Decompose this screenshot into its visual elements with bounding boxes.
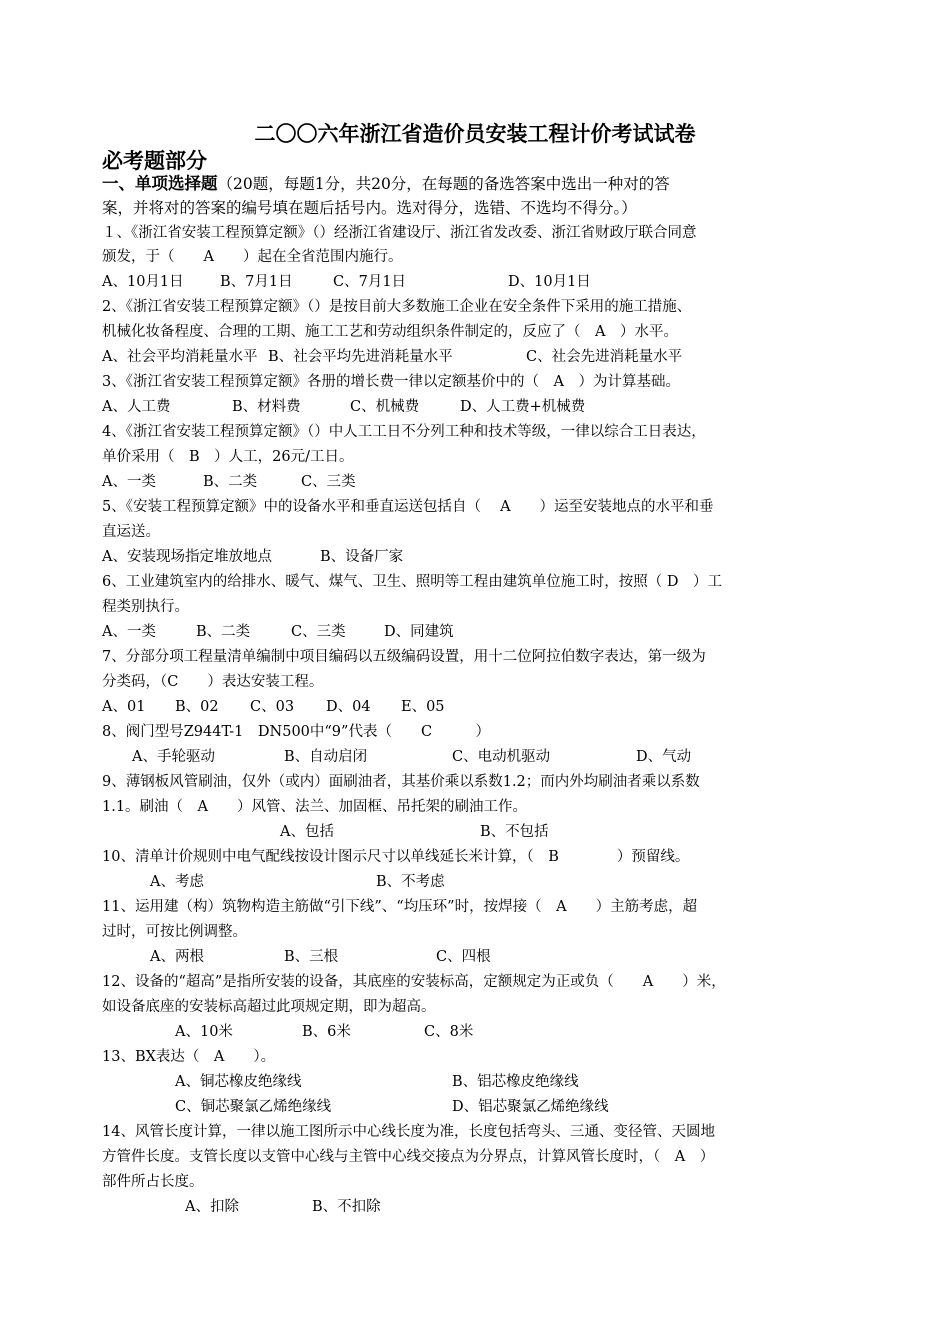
question-12-line-1: 12、设备的“超高”是指所安装的设备，其底座的安装标高，定额规定为正或负（ A ）米， [102, 974, 726, 990]
q10-option-b: B、不考虑 [376, 874, 445, 890]
question-14-line-1: 14、风管长度计算，一律以施工图所示中心线长度为准，长度包括弯头、三通、变径管、天圆地 [102, 1124, 715, 1140]
question-14-line-3: 部件所占长度。 [102, 1174, 204, 1190]
q2-option-a: A、社会平均消耗量水平 [102, 349, 258, 365]
q1-option-b: B、7月1日 [220, 274, 293, 290]
question-5-line-2: 直运送。 [102, 524, 160, 540]
part-instructions-1: （20题，每题1分，共20分，在每题的备选答案中选出一种对的答 [217, 175, 670, 193]
q14-option-b: B、不扣除 [312, 1199, 381, 1215]
q5-option-a: A、安装现场指定堆放地点 [102, 549, 272, 565]
q7-option-d: D、04 [326, 699, 371, 715]
question-7-line-1: 7、分部分项工程量清单编制中项目编码以五级编码设置，用十二位阿拉伯数字表达，第一级为 [102, 649, 706, 665]
q8-option-b: B、自动启闭 [284, 749, 368, 765]
question-4-line-1: 4、《浙江省安装工程预算定额》（）中人工工日不分列工种和技术等级，一律以综合工日表达， [102, 424, 706, 440]
question-4-line-2: 单价采用（ B ）人工，26元/工日。 [102, 449, 354, 465]
q6-option-a: A、一类 [102, 624, 156, 640]
part-heading: 一、单项选择题 [102, 174, 218, 193]
q4-option-a: A、一类 [102, 474, 156, 490]
q8-option-a: A、手轮驱动 [132, 749, 215, 765]
question-2-line-1: 2、《浙江省安装工程预算定额》（）是按目前大多数施工企业在安全条件下采用的施工措施、 [102, 299, 692, 315]
q7-option-b: B、02 [175, 699, 219, 715]
q11-option-b: B、三根 [284, 949, 339, 965]
section-heading: 必考题部分 [102, 149, 207, 173]
q13-option-b: B、铝芯橡皮绝缘线 [452, 1074, 579, 1090]
part-instructions-2: 案，并将对的答案的编号填在题后括号内。选对得分，选错、不选均不得分。） [102, 199, 637, 217]
question-12-line-2: 如设备底座的安装标高超过此项规定期，即为超高。 [102, 999, 436, 1015]
q12-option-b: B、6米 [302, 1024, 351, 1040]
q11-option-a: A、两根 [150, 949, 204, 965]
q12-option-c: C、8米 [424, 1024, 474, 1040]
question-13-line-1: 13、BX表达（ A ）。 [102, 1049, 276, 1065]
q6-option-c: C、三类 [291, 624, 346, 640]
question-8-line-1: 8、阀门型号Z944T-1 DN500中“9”代表（ C ） [102, 724, 491, 740]
q6-option-d: D、同建筑 [384, 624, 454, 640]
q10-option-a: A、考虑 [150, 874, 204, 890]
q7-option-e: E、05 [401, 699, 445, 715]
question-7-line-2: 分类码，（C ）表达安装工程。 [102, 674, 324, 690]
q14-option-a: A、扣除 [185, 1199, 239, 1215]
q3-option-b: B、材料费 [232, 399, 301, 415]
question-5-line-1: 5、《安装工程预算定额》中的设备水平和垂直运送包括自（ A ）运至安装地点的水平和垂 [102, 499, 714, 515]
q13-option-a: A、铜芯橡皮绝缘线 [175, 1074, 302, 1090]
q8-option-c: C、电动机驱动 [452, 749, 551, 765]
exam-title: 二〇〇六年浙江省造价员安装工程计价考试试卷 [254, 122, 696, 146]
question-6-line-1: 6、工业建筑室内的给排水、暖气、煤气、卫生、照明等工程由建筑单位施工时，按照（ D ）工 [102, 574, 722, 590]
question-11-line-1: 11、运用建（构）筑物构造主筋做“引下线”、“均压环”时，按焊接（ A ）主筋考虑，超 [102, 899, 698, 915]
q4-option-b: B、二类 [203, 474, 258, 490]
q6-option-b: B、二类 [196, 624, 251, 640]
question-11-line-2: 过时，可按比例调整。 [102, 924, 247, 940]
question-1-line-1: １、《浙江省安装工程预算定额》（）经浙江省建设厅、浙江省发改委、浙江省财政厅联合同意 [102, 225, 697, 241]
q11-option-c: C、四根 [436, 949, 491, 965]
q9-option-b: B、不包括 [480, 824, 549, 840]
q8-option-d: D、气动 [636, 749, 692, 765]
q7-option-c: C、03 [250, 699, 295, 715]
question-2-line-2: 机械化妆备程度、合理的工期、施工工艺和劳动组织条件制定的，反应了（ A ）水平。 [102, 324, 678, 340]
question-9-line-1: 9、薄钢板风管刷油，仅外（或内）面刷油者，其基价乘以系数1.2；而内外均刷油者乘以系数 [102, 774, 700, 790]
question-3-line-1: 3、《浙江省安装工程预算定额》各册的增长费一律以定额基价中的（ A ）为计算基础。 [102, 374, 680, 390]
q1-option-a: A、10月1日 [102, 274, 184, 290]
q1-option-c: C、7月1日 [333, 274, 407, 290]
q2-option-b: B、社会平均先进消耗量水平 [268, 349, 453, 365]
q3-option-d: D、人工费+机械费 [460, 399, 586, 415]
q13-option-c: C、铜芯聚氯乙烯绝缘线 [175, 1099, 332, 1115]
q2-option-c: C、社会先进消耗量水平 [526, 349, 683, 365]
q9-option-a: A、包括 [280, 824, 334, 840]
q3-option-a: A、人工费 [102, 399, 171, 415]
question-1-line-2: 颁发，于（ A ）起在全省范围内施行。 [102, 249, 403, 265]
part-heading-line [102, 173, 822, 195]
question-6-line-2: 程类别执行。 [102, 599, 189, 615]
question-14-line-2: 方管件长度。支管长度以支管中心线与主管中心线交接点为分界点，计算风管长度时，（ A ） [102, 1149, 715, 1165]
q13-option-d: D、铝芯聚氯乙烯绝缘线 [452, 1099, 609, 1115]
question-9-line-2: 1.1。刷油（ A ）风管、法兰、加固框、吊托架的刷油工作。 [102, 799, 528, 815]
q5-option-b: B、设备厂家 [320, 549, 404, 565]
q7-option-a: A、01 [102, 699, 146, 715]
question-10-line-1: 10、清单计价规则中电气配线按设计图示尺寸以单线延长米计算，（ B ）预留线。 [102, 849, 690, 865]
q3-option-c: C、机械费 [350, 399, 420, 415]
q4-option-c: C、三类 [301, 474, 356, 490]
q1-option-d: D、10月1日 [508, 274, 591, 290]
q12-option-a: A、10米 [175, 1024, 233, 1040]
